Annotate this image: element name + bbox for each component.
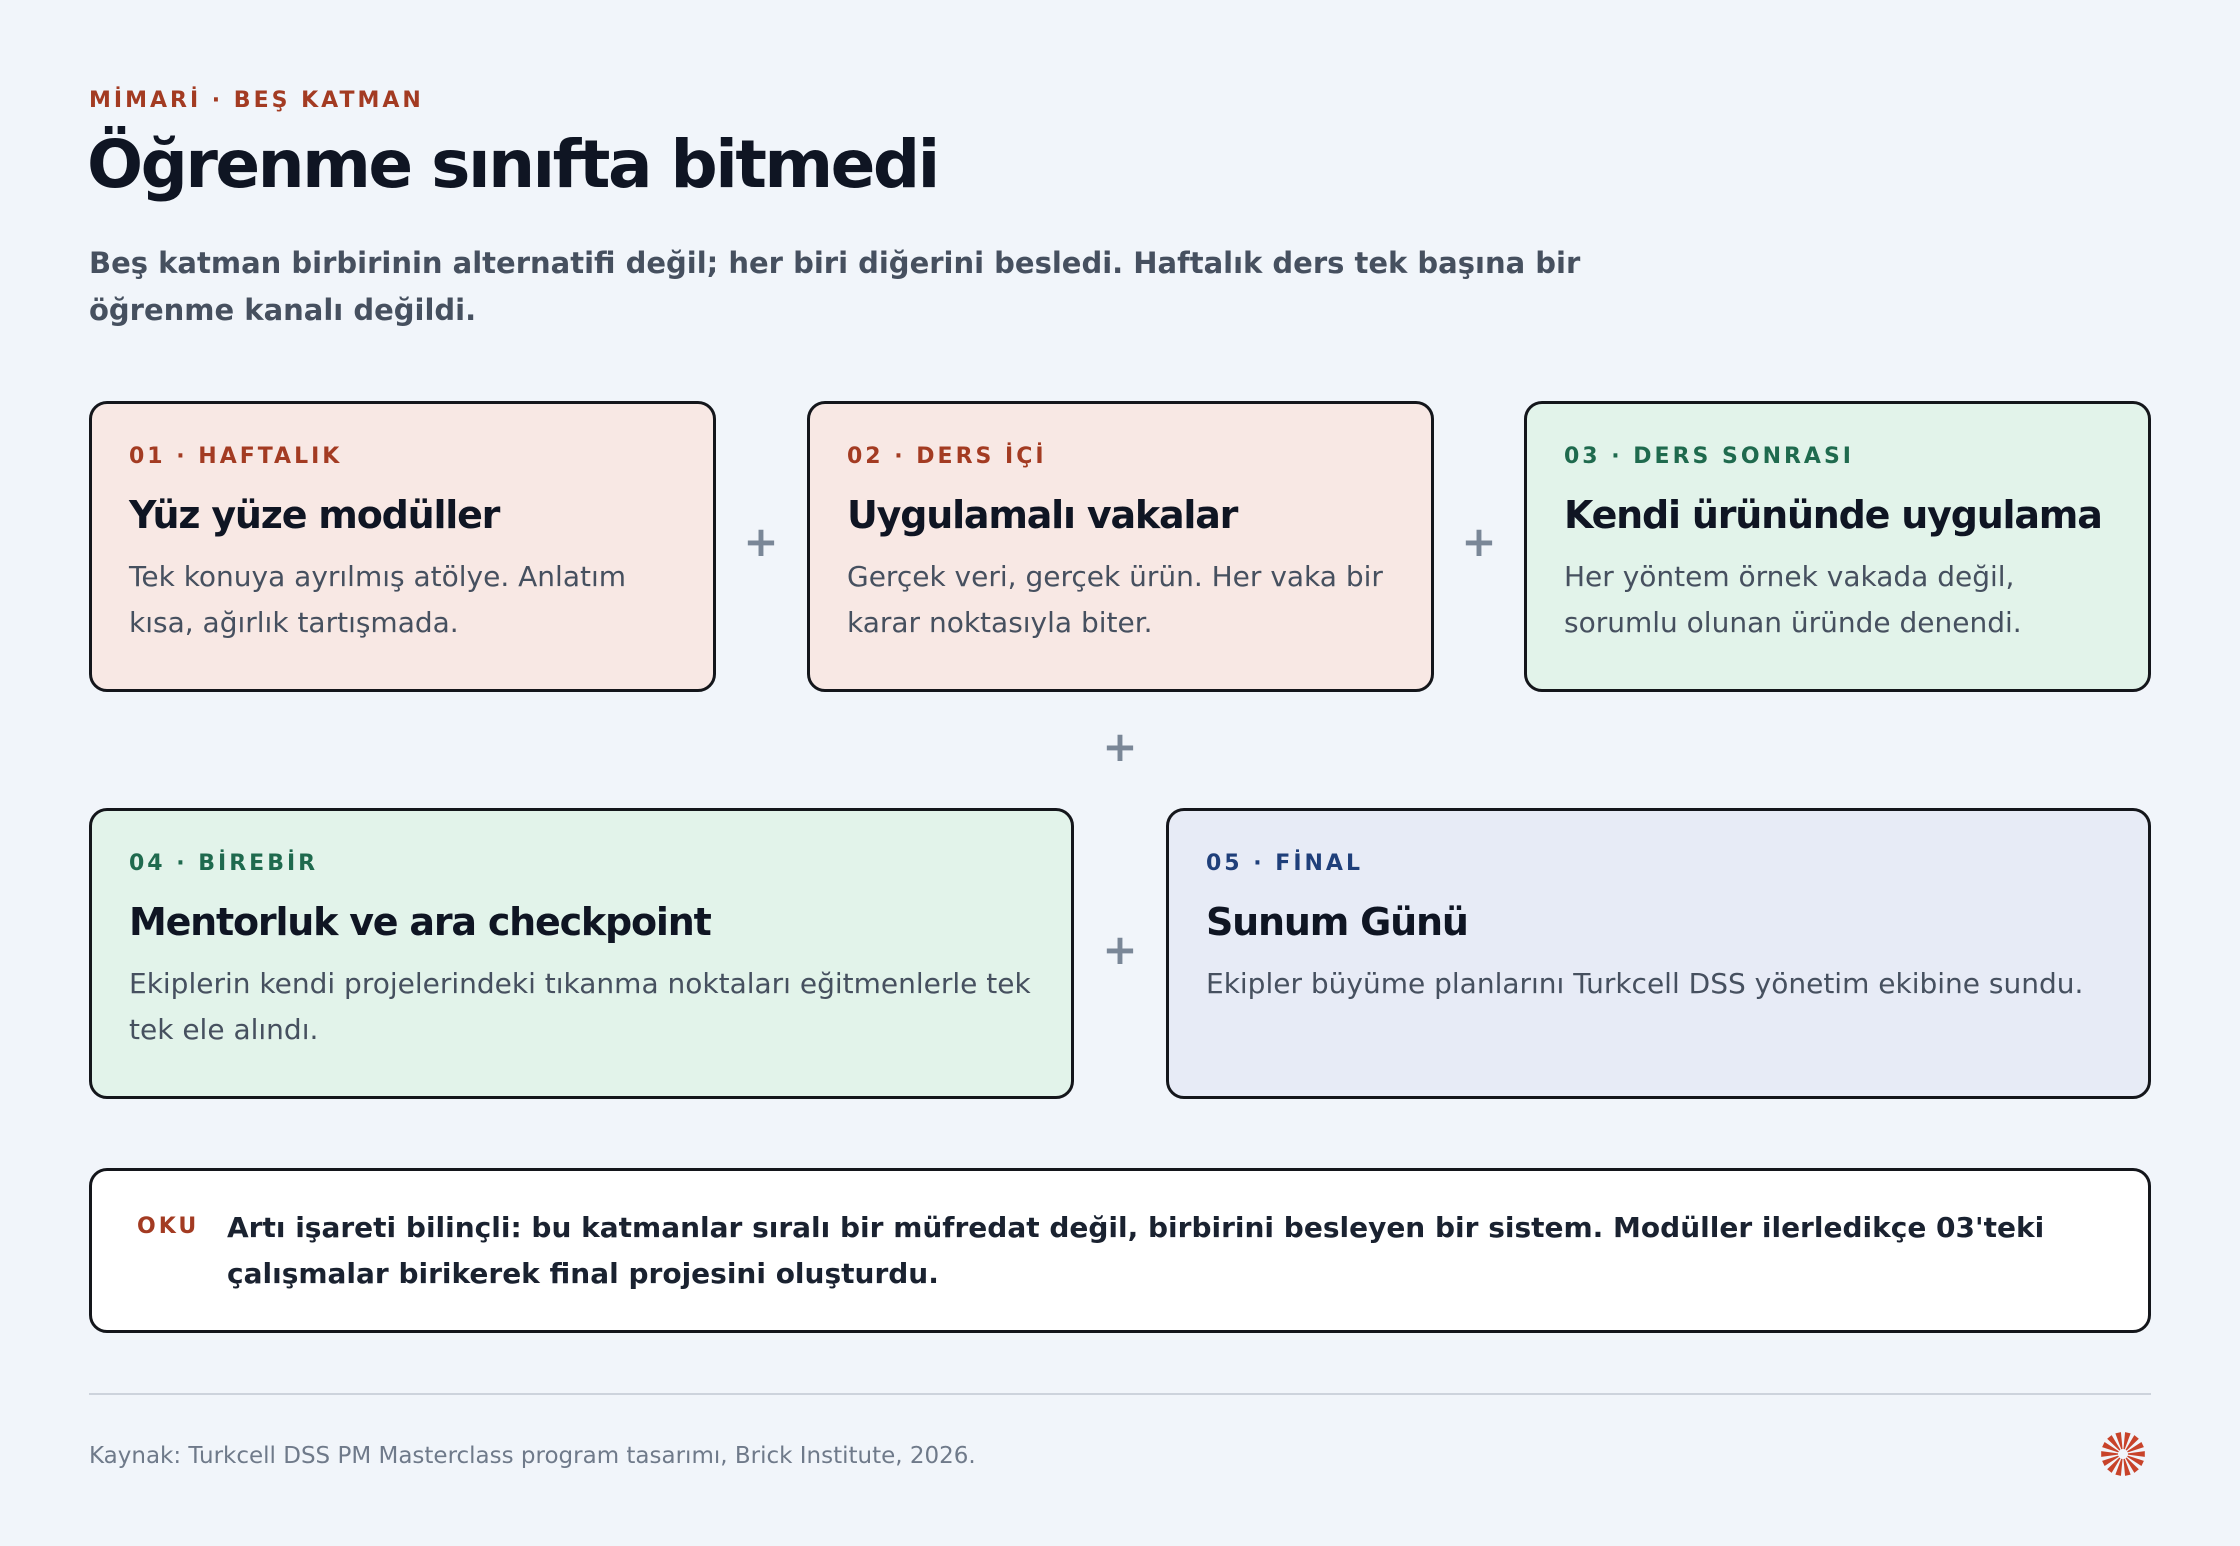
reading-note — [89, 1168, 2151, 1333]
logo-ray — [2101, 1451, 2118, 1457]
layer-card-body: Gerçek veri, gerçek ürün. Her vaka bir karar noktasıyla biter. — [847, 560, 1383, 639]
logo-ray — [2128, 1451, 2145, 1457]
reading-note-text: Artı işareti bilinçli: bu katmanlar sıralı bir müfredat değil, birbirini besleyen bir sistem. Modüller ilerledikçe 03'teki çalışmalar birikerek final projesini oluşturdu. — [227, 1211, 2045, 1290]
layer-card-title: Yüz yüze modüller — [129, 493, 500, 537]
layer-card-title: Kendi ürününde uygulama — [1564, 493, 2102, 537]
layer-card-one-on-one — [89, 808, 1074, 1099]
sunburst-logo-icon — [2100, 1431, 2146, 1477]
layer-card-title: Sunum Günü — [1206, 900, 1468, 944]
layer-card-body: Ekipler büyüme planlarını Turkcell DSS yönetim ekibine sundu. — [1206, 967, 2084, 1000]
layer-card-tag: 04 · BİREBİR — [129, 851, 319, 876]
layer-card-body: Ekiplerin kendi projelerindeki tıkanma noktaları eğitmenlerle tek tek ele alındı. — [129, 967, 1031, 1046]
plus-connector: + — [1461, 517, 1497, 566]
reading-note-key: OKU — [137, 1214, 200, 1239]
layer-card-title: Mentorluk ve ara checkpoint — [129, 900, 711, 944]
page-title: Öğrenme sınıfta bitmedi — [87, 126, 938, 203]
plus-connector: + — [1102, 722, 1138, 771]
layer-card-tag: 03 · DERS SONRASI — [1564, 444, 1854, 469]
layer-card-after-class — [1524, 401, 2151, 692]
layer-card-weekly — [89, 401, 716, 692]
eyebrow: MİMARİ · BEŞ KATMAN — [89, 88, 424, 113]
layer-card-final — [1166, 808, 2151, 1099]
plus-connector: + — [743, 517, 779, 566]
lede: Beş katman birbirinin alternatifi değil; her biri diğerini besledi. Haftalık ders tek başına bir öğrenme kanalı değildi. — [89, 246, 1581, 327]
layer-card-body: Her yöntem örnek vakada değil, sorumlu olunan üründe denendi. — [1564, 560, 2022, 639]
layer-card-body: Tek konuya ayrılmış atölye. Anlatım kısa, ağırlık tartışmada. — [129, 560, 627, 639]
footer-divider — [89, 1393, 2151, 1395]
layer-card-tag: 01 · HAFTALIK — [129, 444, 343, 469]
layer-card-tag: 02 · DERS İÇİ — [847, 444, 1047, 469]
plus-connector: + — [1102, 925, 1138, 974]
layer-card-in-class — [807, 401, 1434, 692]
source-citation: Kaynak: Turkcell DSS PM Masterclass program tasarımı, Brick Institute, 2026. — [89, 1443, 976, 1469]
layer-card-tag: 05 · FİNAL — [1206, 851, 1363, 876]
layer-card-title: Uygulamalı vakalar — [847, 493, 1238, 537]
